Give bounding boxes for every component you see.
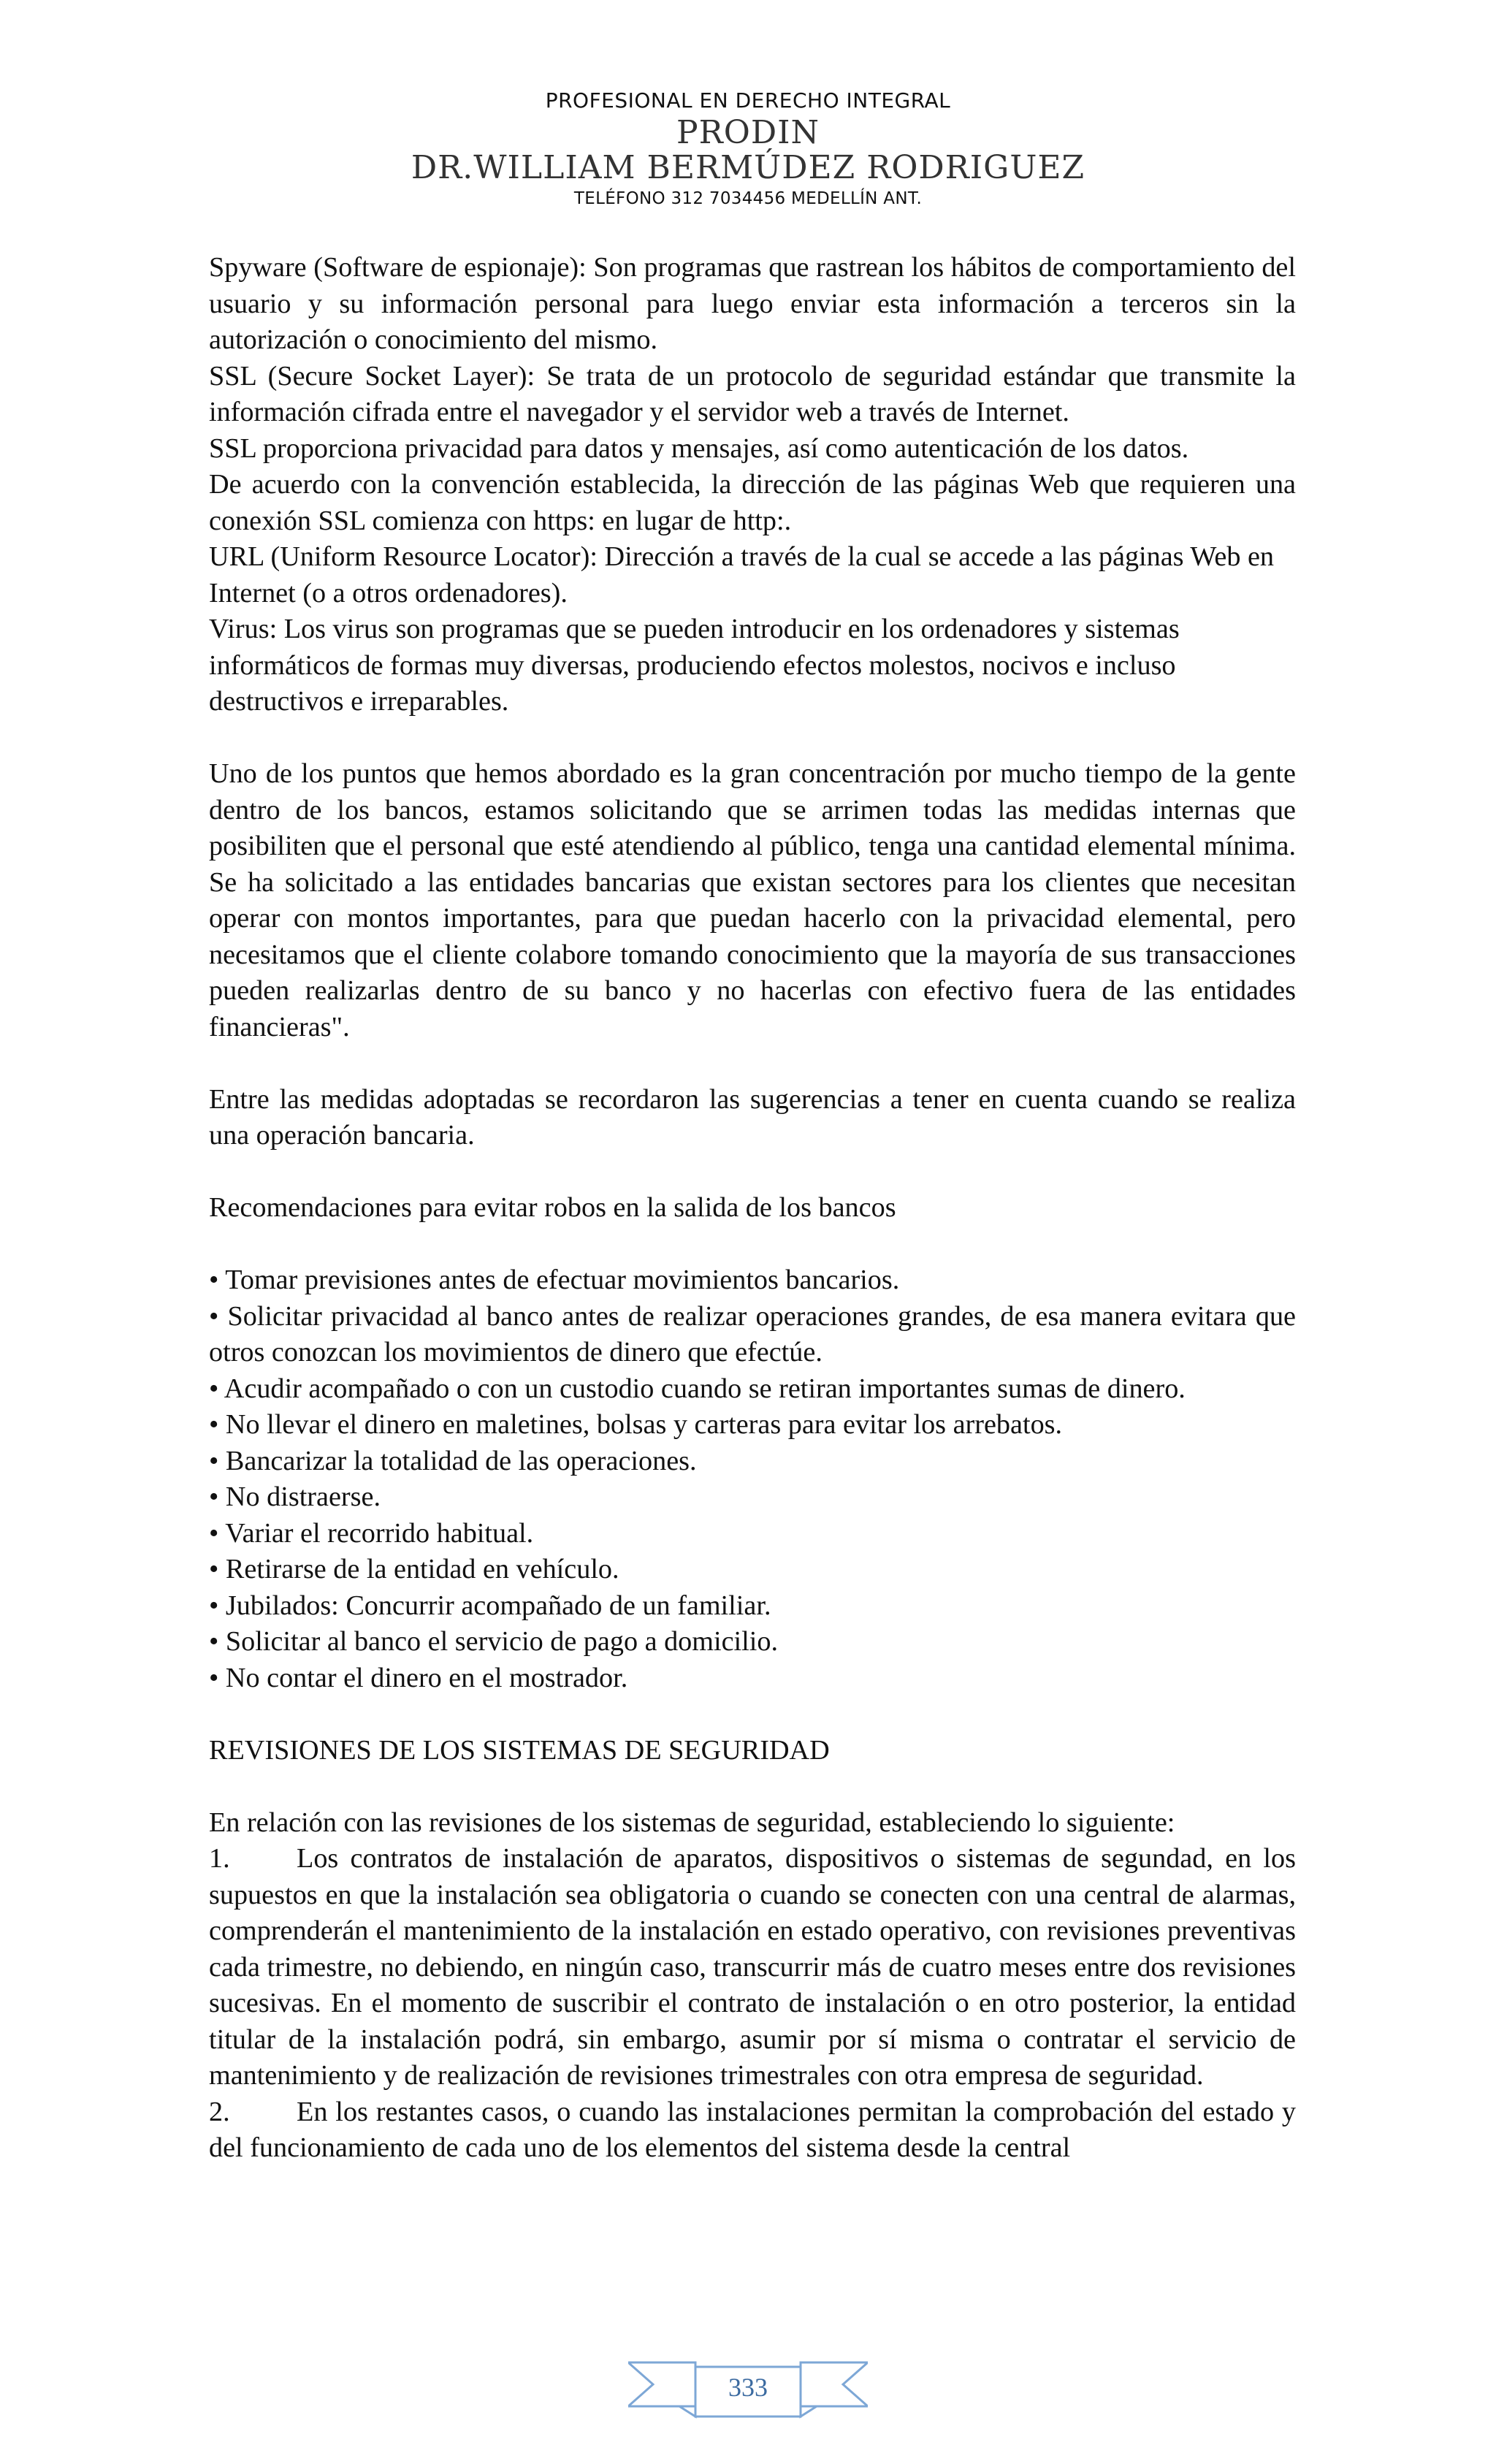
bullet-item: • Solicitar al banco el servicio de pago a domicilio.: [209, 1626, 779, 1657]
bullet-item: • Acudir acompañado o con un custodio cuando se retiran importantes sumas de dinero.: [209, 1373, 1186, 1404]
paragraph-measures: Entre las medidas adoptadas se recordaron las sugerencias a tener en cuenta cuando se realiza una operación bancaria.: [209, 1083, 1296, 1151]
header-firm-name: PROFESIONAL EN DERECHO INTEGRAL: [545, 88, 951, 112]
recommendations-title: Recomendaciones para evitar robos en la salida de los bancos: [209, 1192, 896, 1223]
paragraph-banks: Uno de los puntos que hemos abordado es la gran concentración por mucho tiempo de la gente dentro de los bancos, estamos solicitando que se arrimen todas las medidas internas que posibiliten que el personal que esté atendiendo al público, tenga una cantidad elemental mínima. Se ha solicitado a las entidades bancarias que existan sectores para los clientes que necesitan operar con montos importantes, para que puedan hacerlo con la privacidad elemental, pero necesitamos que el cliente colabore tomando conocimiento que la mayoría de sus transacciones pueden realizarlas dentro de su banco y no hacerlas con efectivo fuera de las entidades financieras".: [209, 758, 1296, 1042]
bullet-item: • No distraerse.: [209, 1481, 381, 1512]
ribbon-right-tail: [801, 2362, 868, 2406]
spacer: [209, 1696, 1296, 1733]
item-text: Los contratos de instalación de aparatos, dispositivos o sistemas de segundad, en los supuestos en que la instalación sea obligatoria o cuando se conecten con una central de alarmas, comprenderán el mantenimiento de la instalación en estado operativo, con revisiones preventivas cada trimestre, no debiendo, en ningún caso, transcurrir más de cuatro meses entre dos revisiones sucesivas. En el momento de suscribir el contrato de instalación o en otro posterior, la entidad titular de la instalación podrá, sin embargo, asumir por sí misma o contratar el servicio de mantenimiento y de realización de revisiones trimestrales con otra empresa de seguridad.: [209, 1843, 1296, 2091]
glossary-ssl-https: De acuerdo con la convención establecida, la dirección de las páginas Web que requieren una conexión SSL comienza con https: en lugar de http:.: [209, 469, 1296, 536]
spacer: [209, 1769, 1296, 1805]
section-intro: En relación con las revisiones de los sistemas de seguridad, estableciendo lo siguiente:: [209, 1807, 1175, 1838]
numbered-item: [209, 1841, 1296, 2094]
item-number: 2.: [209, 2096, 230, 2127]
glossary-ssl: SSL (Secure Socket Layer): Se trata de un protocolo de seguridad estándar que transmite la información cifrada entre el navegador y el servidor web a través de Internet.: [209, 360, 1296, 427]
bullet-item: • Variar el recorrido habitual.: [209, 1517, 534, 1549]
spacer: [209, 1154, 1296, 1191]
ribbon-right-fold: [801, 2406, 817, 2417]
bullet-item: • No contar el dinero en el mostrador.: [209, 1662, 628, 1693]
glossary-ssl-privacy: SSL proporciona privacidad para datos y mensajes, así como autenticación de los datos.: [209, 432, 1189, 464]
glossary-virus: Virus: Los virus son programas que se pueden introducir en los ordenadores y sistemas informáticos de formas muy diversas, produciendo efectos molestos, nocivos e incluso destructivos e irreparables.: [209, 614, 1180, 717]
header-phone: TELÉFONO 312 7034456 MEDELLÍN ANT.: [573, 189, 923, 208]
spacer: [209, 1045, 1296, 1082]
ribbon-left-fold: [679, 2406, 695, 2417]
spacer: [209, 1227, 1296, 1263]
bullet-item: • Bancarizar la totalidad de las operaciones.: [209, 1445, 697, 1476]
page-footer: [628, 2358, 868, 2421]
bullet-item: • Jubilados: Concurrir acompañado de un familiar.: [209, 1590, 771, 1621]
header-acronym: PRODIN: [676, 114, 820, 151]
bullet-item: • No llevar el dinero en maletines, bolsas y carteras para evitar los arrebatos.: [209, 1409, 1063, 1440]
page-header: [0, 86, 1496, 212]
glossary-spyware: Spyware (Software de espionaje): Son programas que rastrean los hábitos de comportamiento del usuario y su información personal para luego enviar esta información a terceros sin la autorización o conocimiento del mismo.: [209, 252, 1296, 355]
item-text: En los restantes casos, o cuando las instalaciones permitan la comprobación del estado y del funcionamiento de cada uno de los elementos del sistema desde la central: [209, 2096, 1296, 2163]
page-number: 333: [728, 2373, 768, 2402]
section-title: REVISIONES DE LOS SISTEMAS DE SEGURIDAD: [209, 1734, 830, 1766]
bullet-item: • Solicitar privacidad al banco antes de realizar operaciones grandes, de esa manera evitara que otros conozcan los movimientos de dinero que efectúe.: [209, 1300, 1296, 1368]
bullet-item: • Tomar previsiones antes de efectuar movimientos bancarios.: [209, 1265, 900, 1295]
document-body: [209, 250, 1296, 2167]
item-number: 1.: [209, 1843, 230, 1874]
numbered-item: [209, 2094, 1296, 2167]
bullet-item: • Retirarse de la entidad en vehículo.: [209, 1554, 619, 1584]
header-author: DR.WILLIAM BERMÚDEZ RODRIGUEZ: [411, 149, 1085, 186]
glossary-url: URL (Uniform Resource Locator): Dirección a través de la cual se accede a las páginas Web en Internet (o a otros ordenadores).: [209, 541, 1275, 609]
spacer: [209, 720, 1296, 757]
ribbon-left-tail: [628, 2362, 695, 2406]
